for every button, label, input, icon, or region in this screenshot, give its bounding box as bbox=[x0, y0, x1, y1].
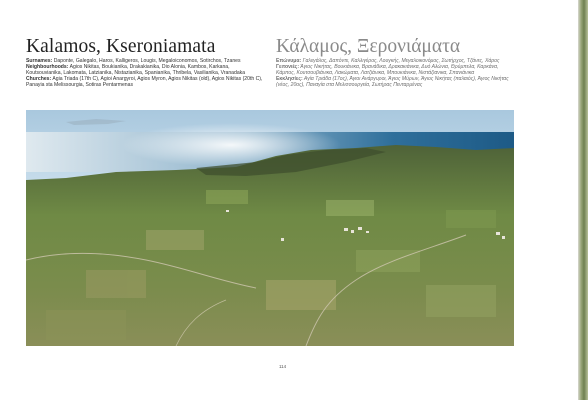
neighbourhoods-entry-greek bbox=[276, 64, 514, 76]
churches-entry-greek bbox=[276, 76, 514, 88]
churches-label-greek: Εκκλησίες: bbox=[276, 76, 303, 83]
page-number: 114 bbox=[279, 364, 287, 369]
surnames-label: Surnames: bbox=[26, 58, 53, 64]
neighbourhoods-text: Agios Nikitas, Boukianika, Drakakianika, Dio Alonia, Kambos, Karkana, Koutsouvianika, Lakomata, Latzianika, Nistazianika, Spanianika, Thribela, Vasilianika, Vranadaka bbox=[26, 64, 246, 77]
info-column-greek bbox=[276, 58, 514, 88]
neighbourhoods-label: Neighbourhoods: bbox=[26, 64, 69, 71]
churches-entry bbox=[26, 76, 266, 88]
churches-text: Agia Triada (17th C), Agioi Anargyroi, Agios Myron, Agios Nikitas (old), Agios Nikitas (20th C), Panayia sta Melissourgia, Sotiras Pentarmenas bbox=[26, 76, 263, 89]
adjacent-page-edge bbox=[578, 0, 588, 400]
page-title-english: Kalamos, Kseroniamata bbox=[26, 36, 216, 57]
surnames-label-greek: Επώνυμα: bbox=[276, 58, 302, 64]
churches-text-greek: Αγία Τριάδα (17ος), Άγιοι Ανάργυροι, Άγιος Μύρων, Άγιος Νικήτας (παλαιός), Άγιος Νικήτας (νέος, 20ος), Παναγία στα Μελισσουργεία, Σωτήρας Πενταρμένας bbox=[276, 76, 509, 89]
churches-label: Churches: bbox=[26, 76, 52, 83]
page-title-greek: Κάλαμος, Ξερονιάματα bbox=[276, 36, 461, 57]
neighbourhoods-text-greek: Άγιος Νικήτας, Βουκιάνικα, Βρανάδικα, Δρακακιάνικα, Δυό Αλώνια, Θρύμπελα, Καρκάνα, Κάμπος, Κουτσουβιάνικα, Λακώματα, Λατζιάνικα, Μπουκιάνικα, Νιστάζιανικα, Σπανιάνικα bbox=[276, 64, 499, 77]
aerial-landscape-photo bbox=[26, 110, 514, 346]
info-column-english bbox=[26, 58, 266, 88]
surnames-text: Daponte, Galegalo, Haros, Kalligeros, Lougis, Megaloiconomos, Sotirchos, Tzanes bbox=[53, 58, 241, 64]
surnames-text-greek: Γαλεγάλος, Δαπόντε, Καλλιγέρος, Λουγκής, Μεγαλοικονόμος, Σωτήρχος, Τζάνες, Χάρος bbox=[302, 58, 500, 64]
neighbourhoods-label-greek: Γειτονιές: bbox=[276, 64, 300, 71]
neighbourhoods-entry bbox=[26, 64, 266, 76]
